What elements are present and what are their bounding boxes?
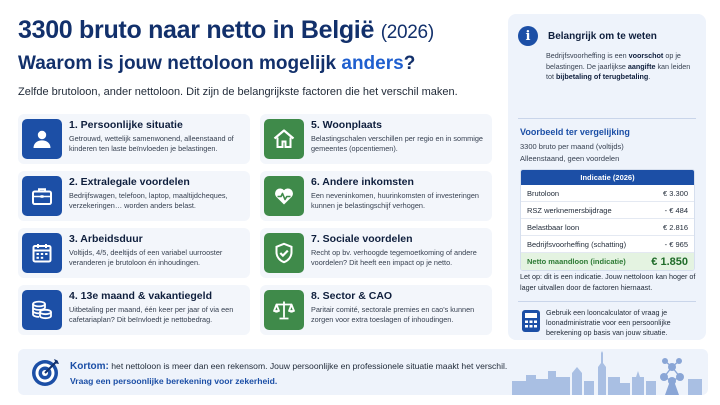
summary-kortom: Kortom: bbox=[70, 361, 109, 372]
summary-banner bbox=[18, 349, 708, 395]
brussels-skyline-illustration bbox=[512, 351, 702, 395]
summary-call-to-action: Vraag een persoonlijke berekening voor zekerheid. bbox=[70, 376, 278, 386]
info-header bbox=[518, 26, 657, 46]
row-label: Bedrijfsvoorheffing (schatting) bbox=[527, 239, 627, 249]
info-icon: i bbox=[518, 26, 538, 46]
disclaimer-note: Let op: dit is een indicatie. Jouw nettoloon kan hoger of lager uitvallen door de factoren hiernaast. bbox=[520, 272, 696, 292]
factor-card bbox=[18, 228, 250, 278]
factor-title: 8. Sector & CAO bbox=[311, 290, 393, 302]
factor-card bbox=[260, 285, 492, 335]
factor-title: 6. Andere inkomsten bbox=[311, 176, 414, 188]
page-title bbox=[18, 16, 434, 45]
page-title-year: (2026) bbox=[380, 22, 434, 43]
factor-grid bbox=[18, 114, 492, 335]
subtitle-prefix: Waarom is jouw nettoloon mogelijk bbox=[18, 53, 342, 74]
page-title-text: 3300 bruto naar netto in België bbox=[18, 16, 375, 44]
factor-description: Uitbetaling per maand, één keer per jaar of via een cafetariaplan? Dit beïnvloedt je nettobedrag. bbox=[69, 305, 234, 324]
table-row bbox=[521, 219, 694, 236]
subtitle-accent: anders bbox=[341, 53, 404, 74]
shield-check-icon bbox=[264, 233, 304, 273]
row-label: RSZ werknemersbijdrage bbox=[527, 205, 612, 215]
person-icon bbox=[22, 119, 62, 159]
lead-text: Zelfde brutoloon, ander nettoloon. Dit zijn de belangrijkste factoren die het verschil maken. bbox=[18, 86, 458, 98]
heart-pulse-icon bbox=[264, 176, 304, 216]
scales-icon bbox=[264, 290, 304, 330]
summary-line bbox=[70, 361, 507, 372]
factor-title: 3. Arbeidsduur bbox=[69, 233, 143, 245]
factor-card bbox=[260, 171, 492, 221]
briefcase-icon bbox=[22, 176, 62, 216]
house-icon bbox=[264, 119, 304, 159]
summary-text: het nettoloon is meer dan een rekensom. Jouw persoonlijke en professionele situatie maakt het verschil. bbox=[108, 361, 508, 371]
info-title: Belangrijk om te weten bbox=[548, 30, 657, 42]
net-value: € 1.850 bbox=[651, 255, 688, 268]
table-row bbox=[521, 202, 694, 219]
factor-description: Een neveninkomen, huurinkomsten of investeringen kunnen je belastingschijf verhogen. bbox=[311, 191, 479, 210]
subtitle-suffix: ? bbox=[403, 53, 416, 74]
info-text-bold: aangifte bbox=[627, 61, 656, 71]
table-row bbox=[521, 185, 694, 202]
factor-description: Getrouwd, wettelijk samenwonend, alleenstaand of kinderen ten laste beïnvloeden je belastingen. bbox=[69, 134, 234, 153]
factor-title: 5. Woonplaats bbox=[311, 119, 382, 131]
info-sidebar bbox=[508, 14, 706, 340]
factor-description: Belastingschalen verschillen per regio en in sommige gemeentes (opcentiemen). bbox=[311, 134, 483, 153]
target-icon bbox=[30, 356, 62, 388]
factor-title: 4. 13e maand & vakantiegeld bbox=[69, 290, 212, 302]
salary-table bbox=[520, 169, 695, 271]
info-text-part: . bbox=[648, 72, 651, 81]
row-value: € 2.816 bbox=[662, 222, 688, 232]
example-title: Voorbeeld ter vergelijking bbox=[520, 127, 630, 137]
info-text-bold: voorschot bbox=[628, 51, 664, 60]
factor-description: Recht op bv. verhoogde tegemoetkoming of andere voordelen? Dit heeft een impact op je netto. bbox=[311, 248, 477, 267]
table-row bbox=[521, 236, 694, 253]
factor-description: Bedrijfswagen, telefoon, laptop, maaltijdcheques, verzekeringen… worden anders belast. bbox=[69, 191, 228, 210]
row-value: - € 965 bbox=[664, 239, 688, 249]
calculator-icon bbox=[522, 310, 540, 332]
calculator-advice: Gebruik een looncalculator of vraag je loonadministratie voor een persoonlijke berekening op basis van jouw situatie. bbox=[546, 308, 671, 337]
factor-card bbox=[18, 285, 250, 335]
factor-title: 1. Persoonlijke situatie bbox=[69, 119, 183, 131]
table-header: Indicatie (2026) bbox=[521, 170, 694, 185]
example-line: 3300 bruto per maand (voltijds) bbox=[520, 142, 624, 151]
factor-card bbox=[18, 171, 250, 221]
info-text-bold: bijbetaling of terugbetaling bbox=[556, 72, 649, 81]
factor-card bbox=[18, 114, 250, 164]
net-salary-row bbox=[521, 253, 694, 270]
row-label: Belastbaar loon bbox=[527, 222, 580, 232]
divider bbox=[518, 301, 696, 302]
info-text-part: kan leiden tot bbox=[546, 61, 691, 81]
info-text bbox=[546, 51, 700, 83]
divider bbox=[518, 118, 696, 119]
factor-card bbox=[260, 114, 492, 164]
row-value: - € 484 bbox=[664, 205, 688, 215]
row-label: Brutoloon bbox=[527, 188, 560, 198]
page-subtitle bbox=[18, 53, 415, 75]
calendar-icon bbox=[22, 233, 62, 273]
factor-title: 7. Sociale voordelen bbox=[311, 233, 413, 245]
factor-description: Voltijds, 4/5, deeltijds of een variabel uurrooster veranderen je brutoloon én inhoudingen. bbox=[69, 248, 223, 267]
coins-icon bbox=[22, 290, 62, 330]
factor-description: Paritair comité, sectorale premies en cao's kunnen zorgen voor extra toeslagen of inhoudingen. bbox=[311, 305, 475, 324]
info-text-part: op je belastingen. De jaarlijkse bbox=[546, 51, 681, 71]
example-line: Alleenstaand, geen voordelen bbox=[520, 154, 620, 163]
net-label: Netto maandloon (indicatie) bbox=[527, 257, 626, 266]
factor-card bbox=[260, 228, 492, 278]
row-value: € 3.300 bbox=[662, 188, 688, 198]
factor-title: 2. Extralegale voordelen bbox=[69, 176, 190, 188]
info-text-part: Bedrijfsvoorheffing is een bbox=[546, 51, 629, 60]
